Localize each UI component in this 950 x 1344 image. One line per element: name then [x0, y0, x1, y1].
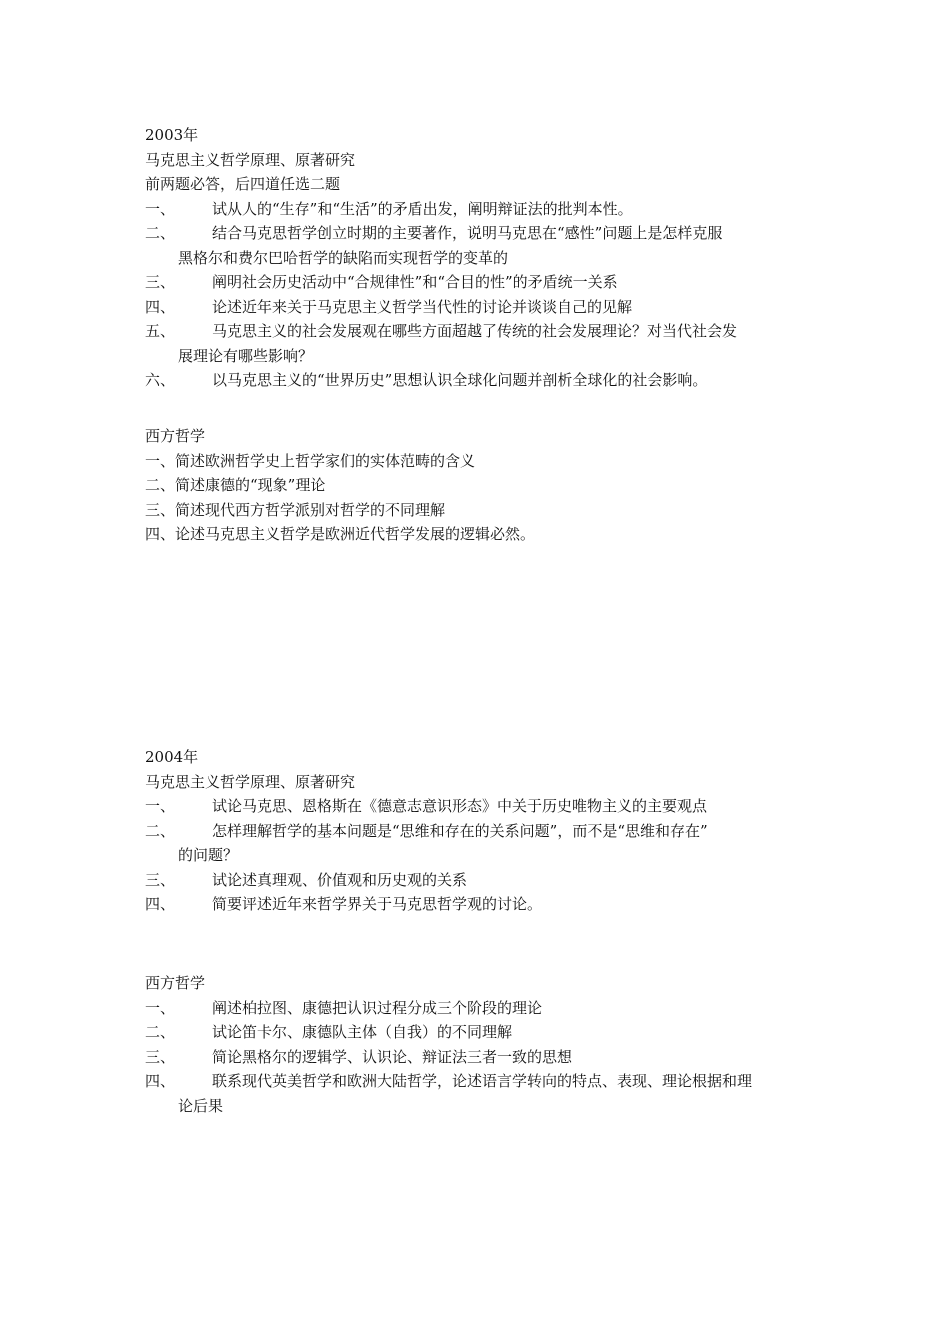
question-text: 联系现代英美哲学和欧洲大陆哲学，论述语言学转向的特点、表现、理论根据和理 [212, 1072, 753, 1090]
question-number: 五、 [145, 322, 176, 340]
question-item [145, 368, 810, 393]
question-item [145, 868, 810, 893]
year-heading-2003: 2003年 [145, 126, 199, 144]
question-text: 试论笛卡尔、康德队主体（自我）的不同理解 [212, 1023, 513, 1041]
question-item [145, 197, 810, 222]
section-2004-western [145, 971, 810, 1118]
question-number: 三、 [145, 1047, 176, 1066]
question-line: 二、简述康德的“现象”理论 [145, 476, 326, 494]
question-text-continued: 的问题？ [178, 846, 239, 864]
question-line: 一、简述欧洲哲学史上哲学家们的实体范畴的含义 [145, 451, 476, 470]
western-title-2004: 西方哲学 [145, 974, 206, 992]
question-item [145, 996, 810, 1021]
question-number: 三、 [145, 273, 176, 291]
question-item [145, 819, 810, 868]
question-item [145, 295, 810, 320]
question-item [145, 892, 810, 917]
question-text: 以马克思主义的“世界历史”思想认识全球化问题并剖析全球化的社会影响。 [212, 371, 708, 389]
year-heading-2004: 2004年 [145, 748, 199, 766]
question-item [145, 319, 810, 368]
question-number: 四、 [145, 1072, 176, 1090]
marx-title-2003: 马克思主义哲学原理、原著研究 [145, 150, 356, 169]
question-number: 一、 [145, 199, 176, 218]
question-item [145, 1020, 810, 1045]
marx-title-2004: 马克思主义哲学原理、原著研究 [145, 772, 356, 791]
question-number: 二、 [145, 1023, 176, 1041]
instruction-2003: 前两题必答，后四道任选二题 [145, 175, 341, 193]
question-text: 简要评述近年来哲学界关于马克思哲学观的讨论。 [212, 895, 543, 913]
question-text: 试论马克思、恩格斯在《德意志意识形态》中关于历史唯物主义的主要观点 [212, 797, 708, 815]
question-number: 四、 [145, 895, 176, 913]
question-text: 简论黑格尔的逻辑学、认识论、辩证法三者一致的思想 [212, 1047, 573, 1066]
question-item [145, 221, 810, 270]
question-text: 阐述柏拉图、康德把认识过程分成三个阶段的理论 [212, 998, 543, 1017]
section-2004-marx [145, 745, 810, 917]
question-text: 阐明社会历史活动中“合规律性”和“合目的性”的矛盾统一关系 [212, 273, 618, 291]
question-text: 试从人的“生存”和“生活”的矛盾出发，阐明辩证法的批判本性。 [212, 199, 633, 218]
question-line: 三、简述现代西方哲学派别对哲学的不同理解 [145, 500, 446, 519]
question-item [145, 1069, 810, 1118]
question-text-continued: 论后果 [178, 1096, 224, 1115]
question-text-continued: 黑格尔和费尔巴哈哲学的缺陷而实现哲学的变革的 [178, 248, 509, 267]
question-number: 六、 [145, 371, 176, 389]
section-2003-western [145, 424, 810, 547]
question-text: 马克思主义的社会发展观在哪些方面超越了传统的社会发展理论？对当代社会发 [212, 322, 738, 340]
question-item [145, 794, 810, 819]
question-line: 四、论述马克思主义哲学是欧洲近代哲学发展的逻辑必然。 [145, 525, 536, 543]
section-2003-marx [145, 123, 810, 393]
question-item [145, 1045, 810, 1070]
question-text: 试论述真理观、价值观和历史观的关系 [212, 870, 468, 889]
question-number: 一、 [145, 797, 176, 815]
question-text: 结合马克思哲学创立时期的主要著作，说明马克思在“感性”问题上是怎样克服 [212, 224, 723, 242]
question-number: 一、 [145, 998, 176, 1017]
question-text-continued: 展理论有哪些影响？ [178, 346, 314, 365]
question-text: 论述近年来关于马克思主义哲学当代性的讨论并谈谈自己的见解 [212, 297, 633, 316]
question-number: 二、 [145, 821, 176, 840]
question-number: 四、 [145, 297, 176, 316]
question-number: 二、 [145, 224, 176, 242]
question-number: 三、 [145, 870, 176, 889]
western-title-2003: 西方哲学 [145, 427, 206, 445]
question-item [145, 270, 810, 295]
question-text: 怎样理解哲学的基本问题是“思维和存在的关系问题”，而不是“思维和存在” [212, 821, 708, 840]
